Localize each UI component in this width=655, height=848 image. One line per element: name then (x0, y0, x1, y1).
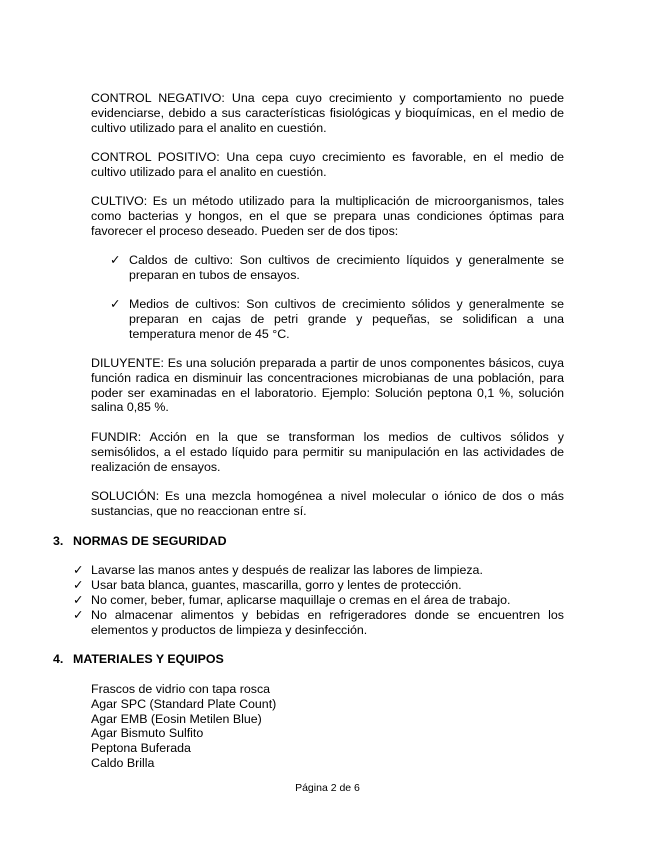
page-footer: Página 2 de 6 (295, 782, 360, 794)
material-item: Peptona Buferada (91, 741, 191, 756)
list-item (73, 593, 564, 608)
definition-fundir: FUNDIR: Acción en la que se transforman los medios de cultivos sólidos y semisólidos, a el estado líquido para permitir su manipulación en las actividades de realización de ensayos. (91, 430, 564, 474)
checkmark-icon: ✓ (73, 593, 84, 607)
checkmark-icon: ✓ (73, 608, 84, 622)
checkmark-icon: ✓ (110, 297, 121, 311)
section-heading-materiales (53, 652, 224, 667)
section-number: 4. (53, 652, 64, 666)
definition-cultivo: CULTIVO: Es un método utilizado para la multiplicación de microorganismos, tales como bacterias y hongos, en el que se prepara unas condiciones óptimas para favorecer el proceso deseado. Pueden ser de dos tipos: (91, 194, 564, 238)
material-item: Agar Bismuto Sulfito (91, 726, 204, 741)
list-item-text: Lavarse las manos antes y después de realizar las labores de limpieza. (91, 563, 483, 577)
definition-solucion: SOLUCIÓN: Es una mezcla homogénea a nivel molecular o iónico de dos o más sustancias, que no reaccionan entre sí. (91, 489, 564, 518)
checkmark-icon: ✓ (110, 253, 121, 267)
material-item: Agar SPC (Standard Plate Count) (91, 696, 277, 711)
definition-control-negativo: CONTROL NEGATIVO: Una cepa cuyo crecimiento y comportamiento no puede evidenciarse, debido a sus características fisiológicas y bioquímicas, en el medio de cultivo utilizado para el analito en cuestión. (91, 91, 564, 135)
list-item-text: No almacenar alimentos y bebidas en refrigeradores donde se encuentren los elementos y productos de limpieza y desinfección. (91, 608, 564, 637)
checkmark-icon: ✓ (73, 563, 84, 577)
cultivo-type-text: Caldos de cultivo: Son cultivos de crecimiento líquidos y generalmente se preparan en tubos de ensayos. (129, 253, 564, 282)
definition-diluyente: DILUYENTE: Es una solución preparada a partir de unos componentes básicos, cuya función radica en disminuir las concentraciones microbianas de una población, para poder ser examinadas en el laboratorio. Ejemplo: Solución peptona 0,1 %, solución salina 0,85 %. (91, 356, 564, 415)
list-item (73, 608, 564, 638)
material-item: Agar EMB (Eosin Metilen Blue) (91, 711, 262, 726)
list-item (73, 578, 564, 593)
cultivo-type-item (110, 253, 564, 283)
section-number: 3. (53, 534, 64, 548)
definition-control-positivo: CONTROL POSITIVO: Una cepa cuyo crecimiento es favorable, en el medio de cultivo utilizado para el analito en cuestión. (91, 150, 564, 179)
list-item-text: Usar bata blanca, guantes, mascarilla, gorro y lentes de protección. (91, 578, 462, 592)
materials-list (91, 682, 276, 771)
section-heading-normas (53, 534, 227, 549)
material-item: Frascos de vidrio con tapa rosca (91, 682, 271, 696)
section-title: NORMAS DE SEGURIDAD (73, 534, 227, 548)
material-item: Caldo Brilla (91, 755, 155, 770)
checkmark-icon: ✓ (73, 578, 84, 592)
list-item-text: No comer, beber, fumar, aplicarse maquillaje o cremas en el área de trabajo. (91, 593, 511, 607)
section-title: MATERIALES Y EQUIPOS (73, 652, 224, 666)
list-item (73, 563, 564, 578)
cultivo-type-item (110, 297, 564, 341)
cultivo-type-text: Medios de cultivos: Son cultivos de crecimiento sólidos y generalmente se preparan en cajas de petri grande y pequeñas, se solidifican a una temperatura menor de 45 °C. (129, 297, 564, 341)
